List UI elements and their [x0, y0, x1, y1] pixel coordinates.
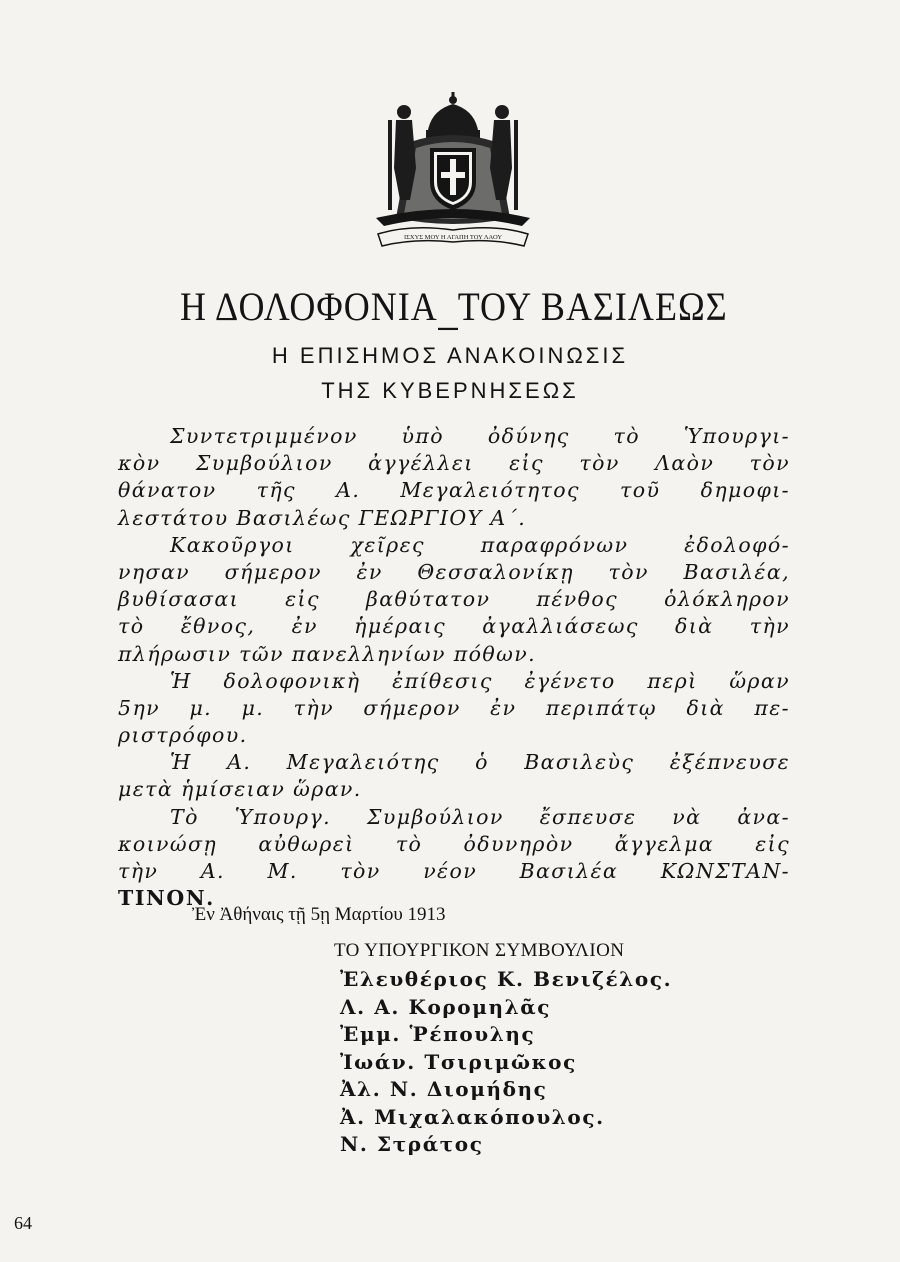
title-underline-gap	[438, 287, 458, 330]
body-line: ριστρόφου.	[118, 723, 248, 748]
date-line: Ἐν Ἀθήναις τῇ 5ῃ Μαρτίου 1913	[192, 904, 446, 925]
body-line: βυθίσασαι εἰς βαθύτατον πένθος ὁλόκληρον	[118, 587, 790, 612]
subtitle-official-announcement: Η ΕΠΙΣΗΜΟΣ ΑΝΑΚΟΙΝΩΣΙΣ	[271, 343, 629, 368]
title-right: ΤΟΥ ΒΑΣΙΛΕΩΣ	[457, 284, 728, 329]
body-line: ΤΙΝΟΝ.	[118, 886, 215, 911]
council-heading: ΤΟ ΥΠΟΥΡΓΙΚΟΝ ΣΥΜΒΟΥΛΙΟΝ	[334, 940, 625, 961]
signatory: Ἀ. Μιχαλακόπουλος.	[340, 1104, 605, 1129]
signatory: Ἐλευθέριος Κ. Βενιζέλος.	[340, 967, 673, 991]
subtitle-government: ΤΗΣ ΚΥΒΕΡΝΗΣΕΩΣ	[321, 378, 579, 403]
title-left: Η ΔΟΛΟΦΟΝΙΑ	[180, 284, 438, 329]
signatory: Ν. Στράτος	[340, 1132, 484, 1156]
body-line: Κακοῦργοι χεῖρες παραφρόνων ἐδολοφό-	[170, 532, 790, 557]
body-line: Συντετριμμένον ὑπὸ ὀδύνης τὸ Ὑπουργι-	[170, 424, 790, 448]
crest-motto: ΙΣΧΥΣ ΜΟΥ Η ΑΓΑΠΗ ΤΟΥ ΛΑΟΥ	[403, 234, 503, 241]
body-line: Ἡ Α. Μεγαλειότης ὁ Βασιλεὺς ἐξέπνευσε	[170, 750, 790, 775]
announcement-body	[118, 423, 790, 912]
signatory: Ἰωάν. Τσιριμῶκος	[340, 1049, 577, 1074]
page-title	[180, 283, 728, 330]
body-line: τὴν Α. Μ. τὸν νέον Βασιλέα ΚΩΝΣΤΑΝ-	[118, 859, 790, 883]
body-line: νησαν σήμερον ἐν Θεσσαλονίκῃ τὸν Βασιλέα,	[118, 559, 790, 584]
body-line: 5ην μ. μ. τὴν σήμερον ἐν περιπάτῳ διὰ πε-	[118, 695, 790, 720]
body-line: θάνατον τῆς Α. Μεγαλειότητος τοῦ δημοφι-	[118, 478, 790, 503]
signatories-list	[340, 966, 672, 1159]
body-line: Τὸ Ὑπουργ. Συμβούλιον ἔσπευσε νὰ ἀνα-	[170, 804, 790, 829]
signatory: Ἀλ. Ν. Διομήδης	[340, 1077, 548, 1101]
signatory: Λ. Α. Κορομηλᾶς	[340, 994, 552, 1019]
body-line: Ἡ δολοφονικὴ ἐπίθεσις ἐγένετο περὶ ὥραν	[170, 668, 790, 693]
page-number: 64	[14, 1213, 32, 1233]
royal-coat-of-arms-icon	[370, 90, 536, 256]
body-line: κὸν Συμβούλιον ἀγγέλλει εἰς τὸν Λαὸν τὸν	[118, 451, 790, 476]
signatory: Ἐμμ. Ῥέπουλης	[340, 1022, 536, 1046]
body-line: λεστάτου Βασιλέως ΓΕΩΡΓΙΟΥ Α΄.	[118, 505, 527, 530]
body-line: πλήρωσιν τῶν πανελληνίων πόθων.	[118, 641, 537, 666]
body-line: κοινώσῃ αὐθωρεὶ τὸ ὀδυνηρὸν ἄγγελμα εἰς	[118, 831, 790, 856]
body-line: μετὰ ἡμίσειαν ὥραν.	[118, 777, 362, 802]
body-line: τὸ ἔθνος, ἐν ἡμέραις ἀγαλλιάσεως διὰ τὴν	[118, 614, 790, 639]
